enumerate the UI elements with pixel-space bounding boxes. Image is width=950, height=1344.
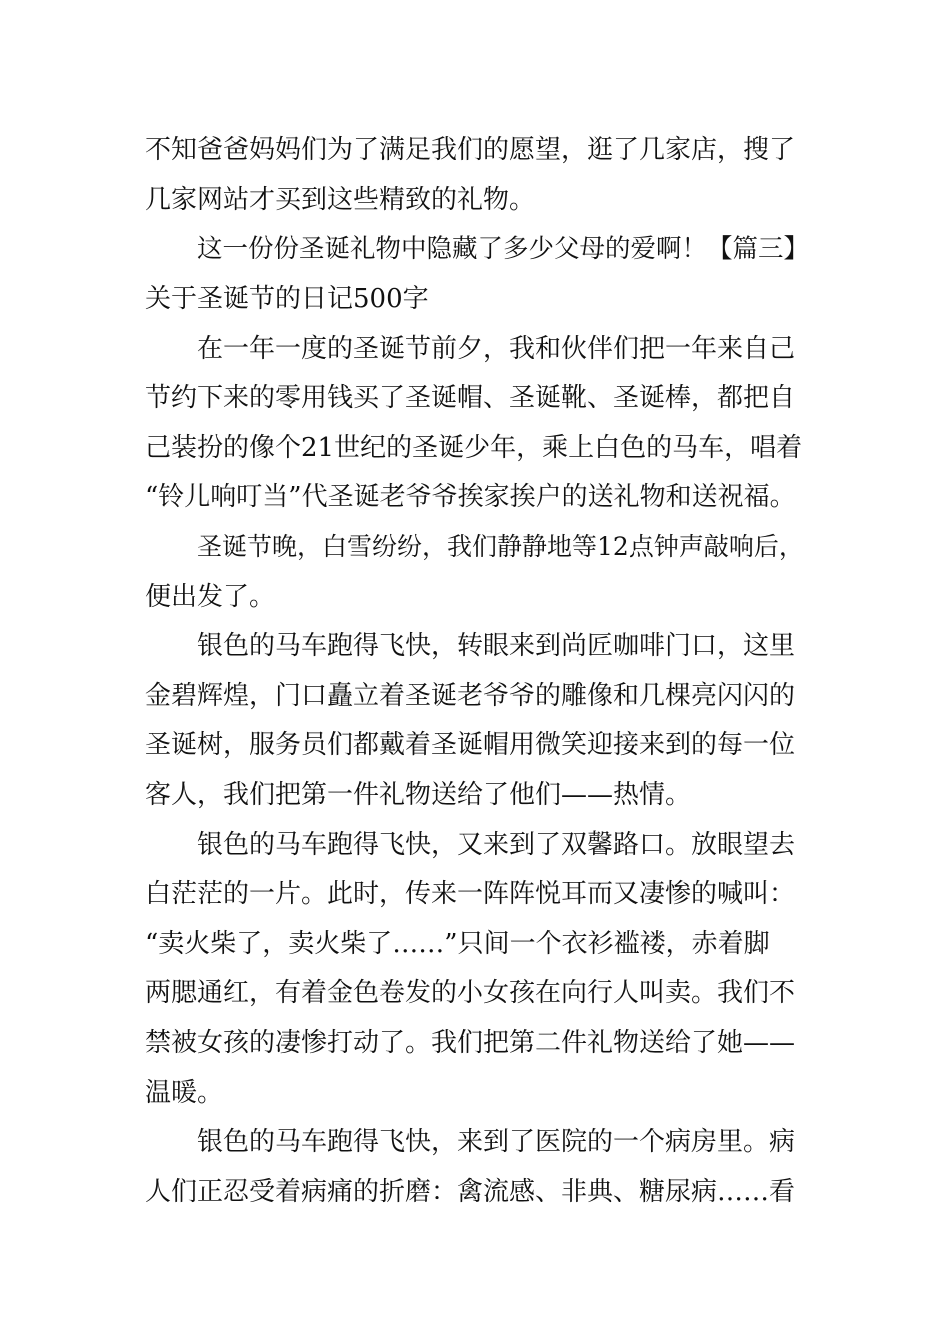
text-line: 在一年一度的圣诞节前夕，我和伙伴们把一年来自己 <box>197 334 796 364</box>
text-line: “卖火柴了，卖火柴了……”只间一个衣衫褴褛，赤着脚 <box>145 929 770 959</box>
text-line: 便出发了。 <box>145 582 276 612</box>
text-line: 圣诞树，服务员们都戴着圣诞帽用微笑迎接来到的每一位 <box>145 730 796 760</box>
text-line: 银色的马车跑得飞快，来到了医院的一个病房里。病 <box>197 1127 796 1157</box>
text-line: 客人，我们把第一件礼物送给了他们——热情。 <box>145 780 692 810</box>
text-line: 两腮通红，有着金色卷发的小女孩在向行人叫卖。我们不 <box>145 978 796 1008</box>
text-line: 几家网站才买到这些精致的礼物。 <box>145 185 536 215</box>
text-line: 关于圣诞节的日记500字 <box>145 284 429 314</box>
text-line: 这一份份圣诞礼物中隐藏了多少父母的爱啊！【篇三】 <box>197 234 810 264</box>
text-line: 银色的马车跑得飞快，转眼来到尚匠咖啡门口，这里 <box>197 631 796 661</box>
text-line: 不知爸爸妈妈们为了满足我们的愿望，逛了几家店，搜了 <box>145 135 796 165</box>
text-line: 金碧辉煌，门口矗立着圣诞老爷爷的雕像和几棵亮闪闪的 <box>145 681 796 711</box>
text-line: 银色的马车跑得飞快，又来到了双馨路口。放眼望去 <box>197 830 796 860</box>
text-line: 己装扮的像个21世纪的圣诞少年，乘上白色的马车，唱着 <box>145 433 803 463</box>
text-line: 人们正忍受着病痛的折磨：禽流感、非典、糖尿病……看 <box>145 1177 796 1207</box>
text-line: 白茫茫的一片。此时，传来一阵阵悦耳而又凄惨的喊叫： <box>145 879 796 909</box>
text-line: 温暖。 <box>145 1078 224 1108</box>
text-line: 节约下来的零用钱买了圣诞帽、圣诞靴、圣诞棒，都把自 <box>145 383 796 413</box>
text-line: 圣诞节晚，白雪纷纷，我们静静地等12点钟声敲响后， <box>197 532 804 561</box>
text-line: “铃儿响叮当”代圣诞老爷爷挨家挨户的送礼物和送祝福。 <box>145 482 796 512</box>
text-line: 禁被女孩的凄惨打动了。我们把第二件礼物送给了她—— <box>145 1028 796 1058</box>
